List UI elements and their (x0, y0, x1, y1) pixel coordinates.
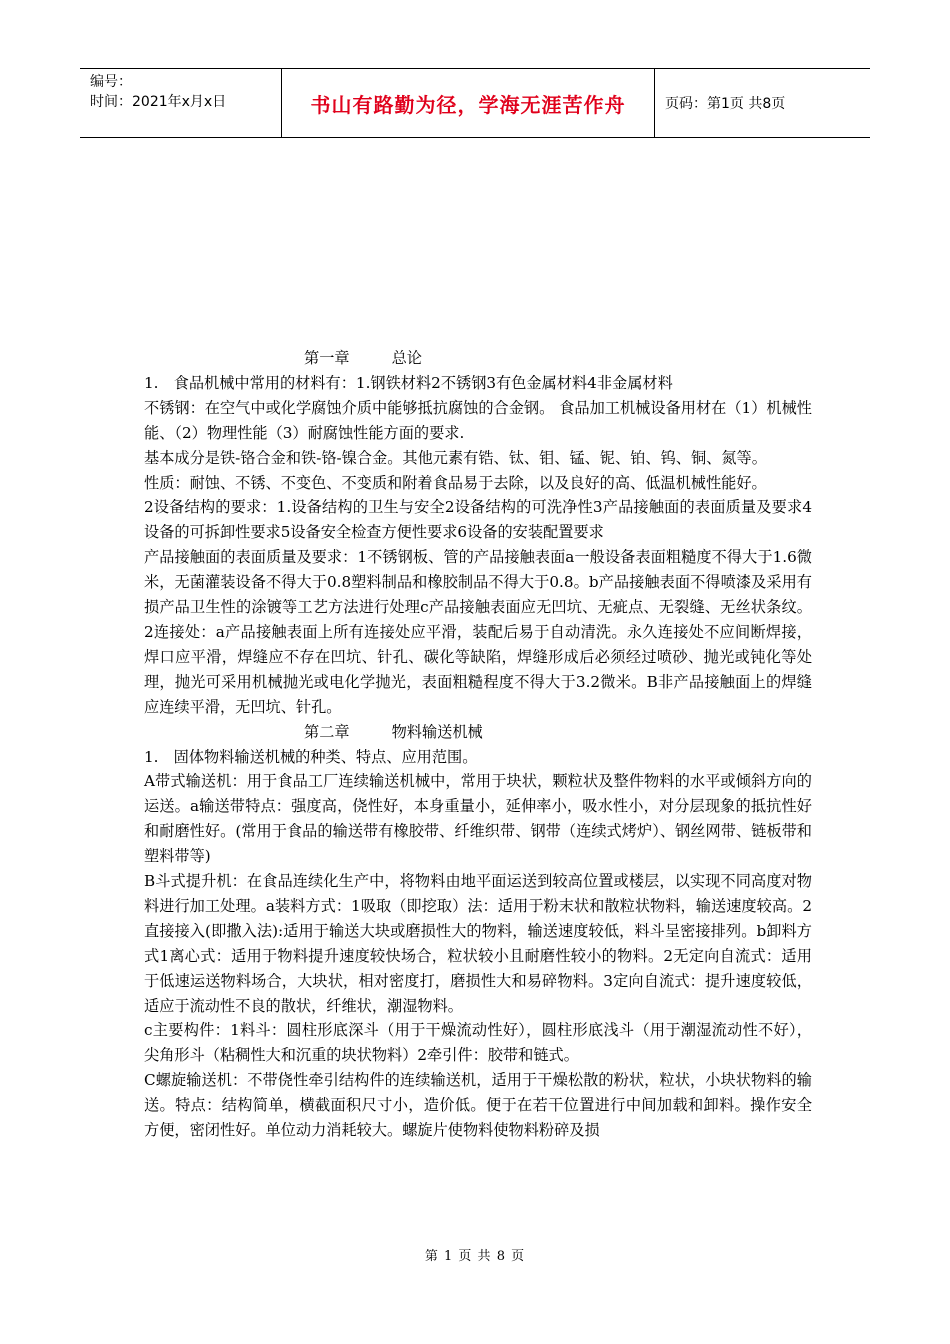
paragraph: A带式输送机：用于食品工厂连续输送机械中，常用于块状，颗粒状及整件物料的水平或倾斜方向的运送。a输送带特点：强度高，侥性好，本身重量小，延伸率小，吸水性小，对分层现象的抵抗性好和耐磨性好。(常用于食品的输送带有橡胶带、纤维织带、钢带（连续式烤炉）、钢丝网带、链板带和塑料带等) (144, 772, 812, 866)
header-meta (80, 69, 282, 137)
page-header (80, 68, 870, 138)
chapter-number: 第二章 (304, 722, 350, 741)
chapter-title: 物料输送机械 (391, 722, 483, 741)
paragraph: 1. 固体物料输送机械的种类、特点、应用范围。 (144, 747, 478, 766)
paragraph: c主要构件：1料斗：圆柱形底深斗（用于干燥流动性好），圆柱形底浅斗（用于潮湿流动性不好），尖角形斗（粘稠性大和沉重的块状物料）2牵引件：胶带和链式。 (144, 1021, 812, 1065)
chapter-heading (144, 720, 812, 745)
document-body (144, 346, 812, 1143)
paragraph: 1. 食品机械中常用的材料有：1.钢铁材料2不锈钢3有色金属材料4非金属材料 (144, 373, 673, 392)
chapter-number: 第一章 (304, 349, 350, 367)
header-motto: 书山有路勤为径，学海无涯苦作舟 (282, 69, 655, 137)
paragraph: 产品接触面的表面质量及要求：1不锈钢板、管的产品接触表面a一般设备表面粗糙度不得大于1.6微米，无菌灌装设备不得大于0.8塑料制品和橡胶制品不得大于0.8。b产品接触表面不得喷漆及采用有损产品卫生性的涂镀等工艺方法进行处理c产品接触表面应无凹坑、无疵点、无裂缝、无丝状条纹。2连接处：a产品接触表面上所有连接处应平滑，装配后易于自动清洗。永久连接处不应间断焊接，焊口应平滑，焊缝应不存在凹坑、针孔、碳化等缺陷，焊缝形成后必须经过喷砂、抛光或钝化等处理，抛光可采用机械抛光或电化学抛光，表面粗糙程度不得大于3.2微米。B非产品接触面上的焊缝应连续平滑，无凹坑、针孔。 (144, 548, 812, 716)
paragraph: 性质：耐蚀、不锈、不变色、不变质和附着食品易于去除，以及良好的高、低温机械性能好。 (144, 473, 767, 492)
page-footer: 第 1 页 共 8 页 (424, 1249, 526, 1264)
paragraph: C螺旋输送机：不带侥性牵引结构件的连续输送机，适用于干燥松散的粉状，粒状，小块状物料的输送。特点：结构简单，横截面积尺寸小，造价低。便于在若干位置进行中间加载和卸料。操作安全方便，密闭性好。单位动力消耗较大。螺旋片使物料使物料粉碎及损 (144, 1071, 812, 1140)
paragraph: B斗式提升机：在食品连续化生产中，将物料由地平面运送到较高位置或楼层，以实现不同高度对物料进行加工处理。a装料方式：1吸取（即挖取）法：适用于粉末状和散粒状物料，输送速度较高。2直接接入(即撒入法):适用于输送大块或磨损性大的物料，输送速度较低，料斗呈密接排列。b卸料方式1离心式：适用于物料提升速度较快场合，粒状较小且耐磨性较小的物料。2无定向自流式：适用于低速运送物料场合，大块状，相对密度打，磨损性大和易碎物料。3定向自流式：提升速度较低，适应于流动性不良的散状，纤维状，潮湿物料。 (144, 872, 812, 1015)
paragraph: 基本成分是铁-铬合金和铁-铬-镍合金。其他元素有锆、钛、钼、锰、铌、铂、钨、铜、氮等。 (144, 448, 767, 467)
document-number: 编号： (90, 74, 132, 90)
document-date: 时间：2021年x月x日 (90, 94, 227, 110)
header-page-info: 页码：第1页 共8页 (665, 96, 786, 112)
paragraph: 不锈钢：在空气中或化学腐蚀介质中能够抵抗腐蚀的合金钢。 食品加工机械设备用材在（1）机械性能、（2）物理性能（3）耐腐蚀性能方面的要求. (144, 398, 812, 442)
paragraph: 2设备结构的要求：1.设备结构的卫生与安全2设备结构的可洗净性3产品接触面的表面质量及要求4设备的可拆卸性要求5设备安全检查方便性要求6设备的安装配置要求 (144, 498, 812, 542)
chapter-title: 总论 (391, 349, 422, 367)
chapter-heading (144, 346, 812, 371)
